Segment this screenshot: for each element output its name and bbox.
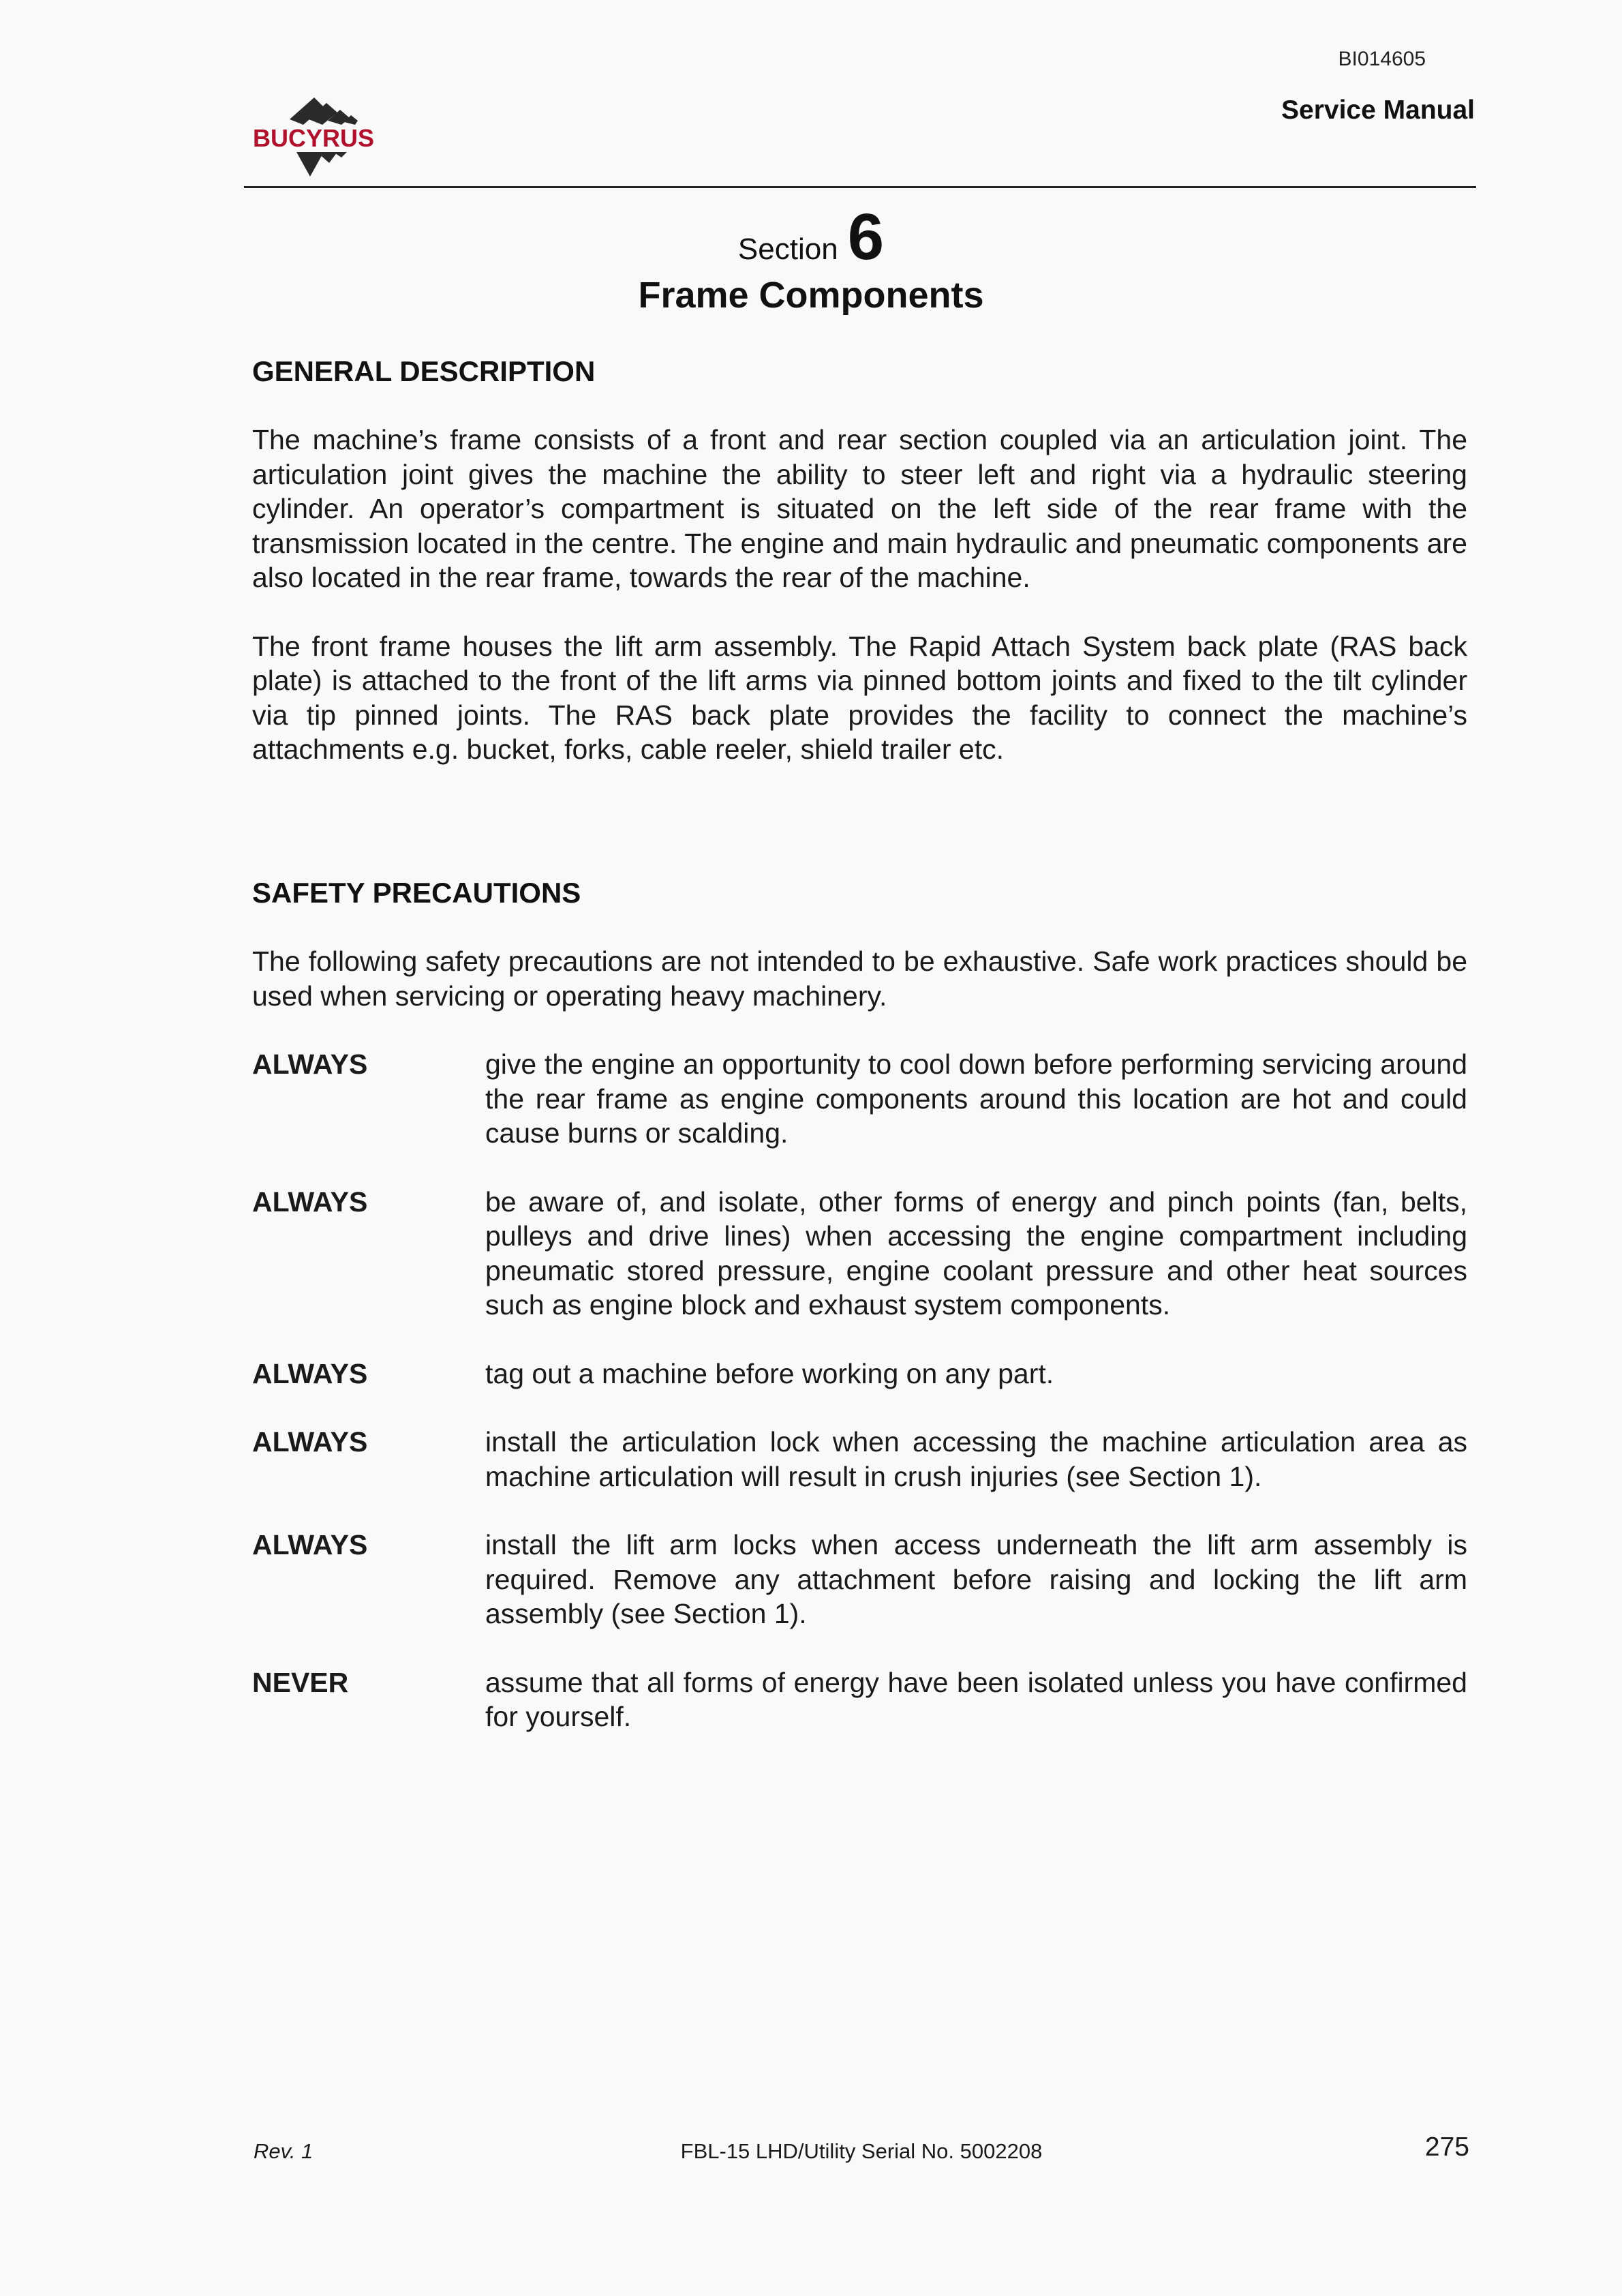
- section-heading: [0, 200, 1622, 316]
- model-serial: FBL-15 LHD/Utility Serial No. 5002208: [680, 2139, 1043, 2163]
- rule-keyword: ALWAYS: [252, 1048, 368, 1081]
- safety-intro: The following safety precautions are not intended to be exhaustive. Safe work practices should be used when servicing or operating heavy machinery.: [252, 946, 1467, 1012]
- rule-text: install the lift arm locks when access underneath the lift arm assembly is required. Remove any attachment before raising and locking the lift arm assembly (see Section 1).: [485, 1529, 1467, 1630]
- revision-label: Rev. 1: [254, 2139, 313, 2163]
- rule-text: give the engine an opportunity to cool down before performing servicing around the rear frame as engine components around this location are hot and could cause burns or scalding.: [485, 1048, 1467, 1149]
- manual-title: Service Manual: [1281, 95, 1475, 125]
- header-divider: [244, 186, 1476, 188]
- safety-rule: [252, 1357, 1467, 1391]
- rule-keyword: ALWAYS: [252, 1357, 368, 1389]
- rule-keyword: ALWAYS: [252, 1185, 368, 1218]
- safety-rule: [252, 1185, 1467, 1323]
- doc-code: BI014605: [1338, 48, 1426, 70]
- rule-keyword: NEVER: [252, 1666, 349, 1698]
- bucyrus-logo: [242, 92, 385, 181]
- safety-rule: [252, 1665, 1467, 1734]
- rule-text: be aware of, and isolate, other forms of energy and pinch points (fan, belts, pulleys and drive lines) when accessing the engine compartment including pneumatic stored pressure, engine coolant pressure and other heat sources such as engine block and exhaust system components.: [485, 1185, 1467, 1321]
- general-paragraph: The machine’s frame consists of a front and rear section coupled via an articulation joint. The articulation joint gives the machine the ability to steer left and right via a hydraulic steering cylinder. An operator’s compartment is situated on the left side of the rear frame with the transmission located in the centre. The engine and main hydraulic and pneumatic components are also located in the rear frame, towards the rear of the machine.: [252, 424, 1467, 594]
- safety-rule: [252, 1425, 1467, 1494]
- section-label: Section: [737, 232, 838, 266]
- rule-keyword: ALWAYS: [252, 1426, 368, 1458]
- logo-wordmark: BUCYRUS: [252, 124, 375, 152]
- rule-text: install the articulation lock when accessing the machine articulation area as machine articulation will result in crush injuries (see Section 1).: [485, 1426, 1467, 1492]
- safety-rule: [252, 1047, 1467, 1151]
- page-footer: [254, 2132, 1469, 2173]
- general-paragraph: The front frame houses the lift arm assembly. The Rapid Attach System back plate (RAS back plate) is attached to the front of the lift arms via pinned bottom joints and fixed to the tilt cylinder via tip pinned joints. The RAS back plate provides the facility to connect the machine’s attachments e.g. bucket, forks, cable reeler, shield trailer etc.: [252, 630, 1467, 766]
- rule-keyword: ALWAYS: [252, 1529, 368, 1561]
- section-number: 6: [847, 200, 885, 273]
- page-content: [252, 354, 1467, 1768]
- safety-precautions-heading: SAFETY PRECAUTIONS: [252, 876, 581, 909]
- page-number: 275: [1424, 2132, 1469, 2162]
- general-description-heading: GENERAL DESCRIPTION: [252, 355, 596, 387]
- rule-text: assume that all forms of energy have been isolated unless you have confirmed for yourself.: [485, 1666, 1467, 1733]
- section-title: Frame Components: [638, 275, 984, 316]
- safety-rule: [252, 1528, 1467, 1631]
- rule-text: tag out a machine before working on any part.: [485, 1357, 1054, 1389]
